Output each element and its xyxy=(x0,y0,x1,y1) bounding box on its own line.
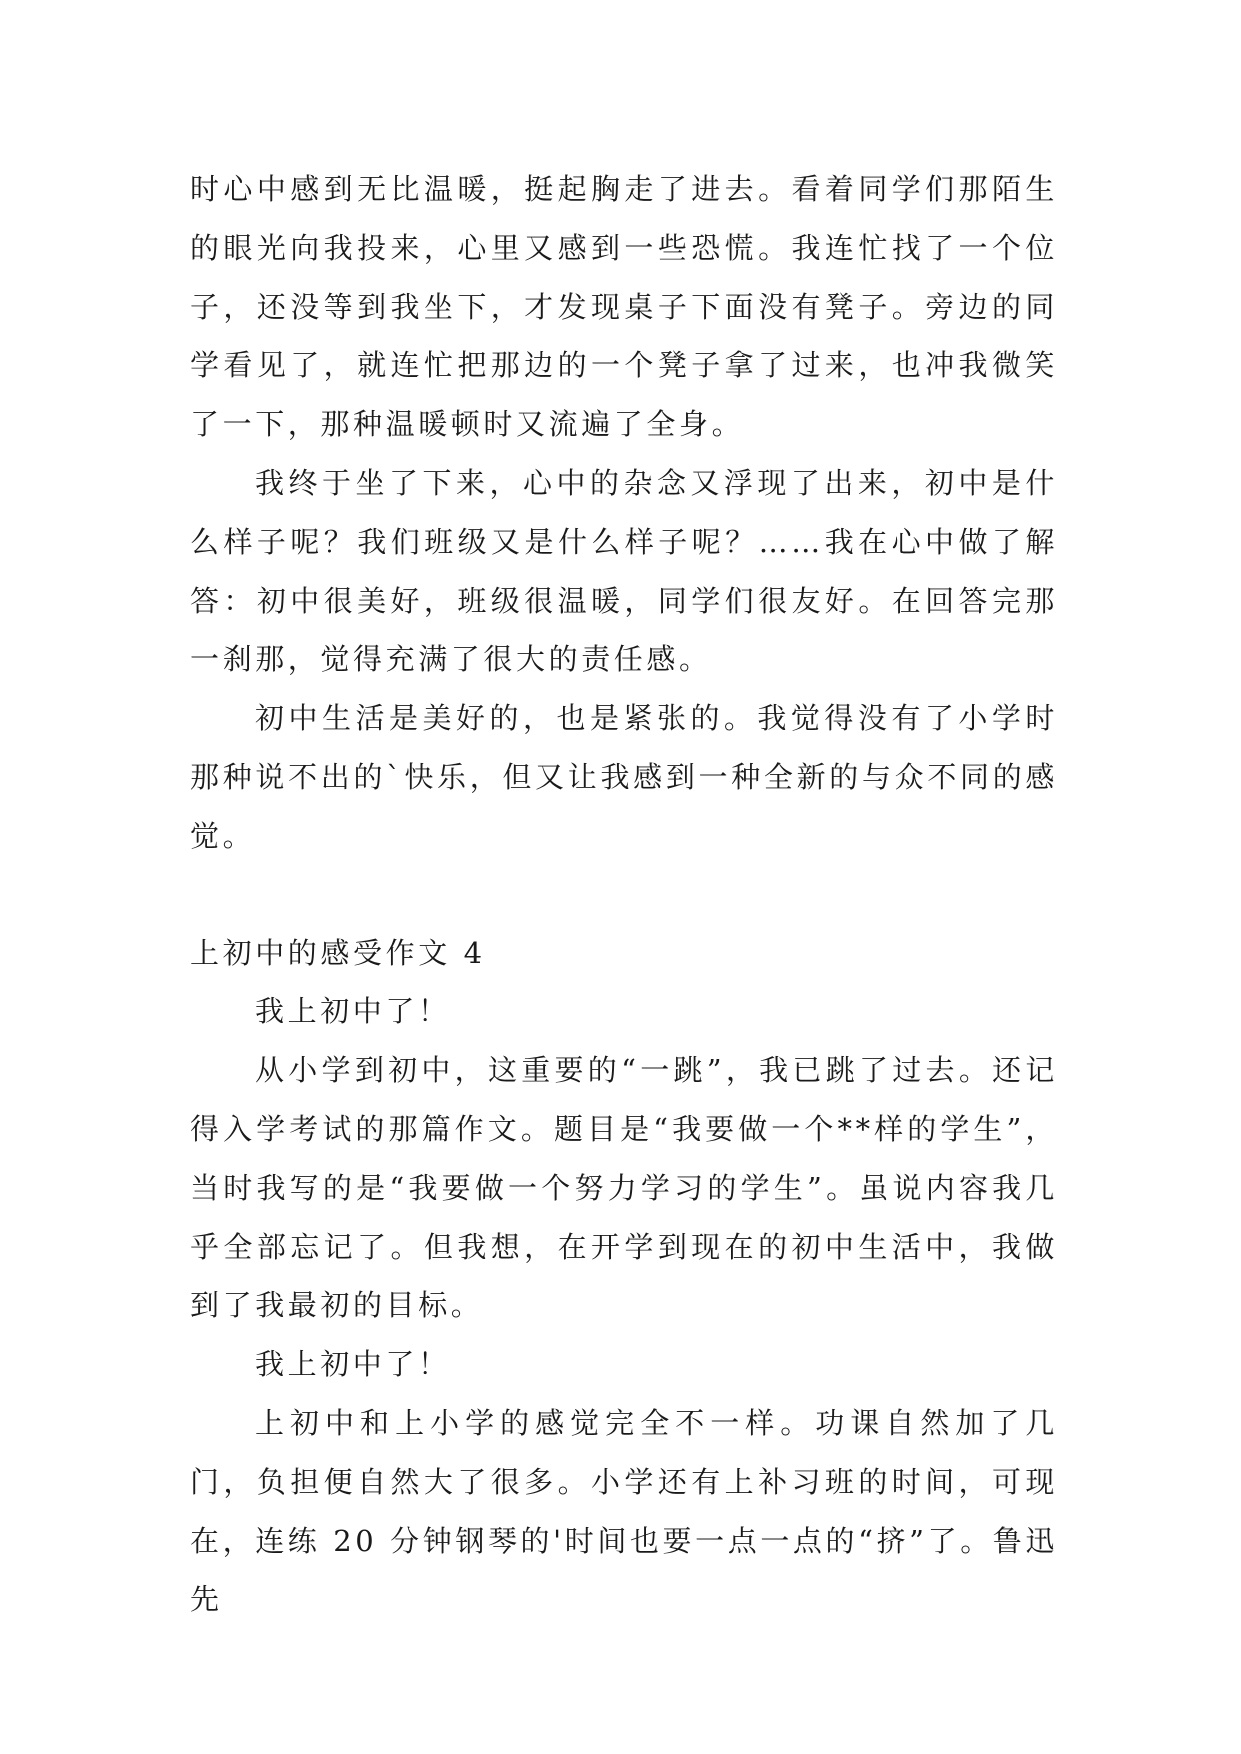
paragraph-section4-3: 我上初中了！ xyxy=(255,1347,451,1382)
paragraph-continued-1: 时心中感到无比温暖，挺起胸走了进去。看着同学们那陌生的眼光向我投来，心里又感到一些恐慌。我连忙找了一个位子，还没等到我坐下，才发现桌子下面没有凳子。旁边的同学看见了，就连忙把那边的一个凳子拿了过来，也冲我微笑了一下，那种温暖顿时又流遍了全身。 xyxy=(190,172,1058,442)
section-gap xyxy=(190,866,1058,924)
section-title: 上初中的感受作文 4 xyxy=(190,935,486,970)
paragraph-section4-1: 我上初中了！ xyxy=(255,994,451,1029)
paragraph-continued-2: 我终于坐了下来，心中的杂念又浮现了出来，初中是什么样子呢？我们班级又是什么样子呢？……我在心中做了解答：初中很美好，班级很温暖，同学们很友好。在回答完那一刹那，觉得充满了很大的责任感。 xyxy=(190,465,1058,677)
paragraph-continued-3: 初中生活是美好的，也是紧张的。我觉得没有了小学时那种说不出的`快乐，但又让我感到一种全新的与众不同的感觉。 xyxy=(190,701,1058,853)
paragraph-section4-2: 从小学到初中，这重要的“一跳”，我已跳了过去。还记得入学考试的那篇作文。题目是“我要做一个**样的学生”，当时我写的是“我要做一个努力学习的学生”。虽说内容我几乎全部忘记了。但我想，在开学到现在的初中生活中，我做到了我最初的目标。 xyxy=(190,1053,1058,1323)
paragraph-section4-4: 上初中和上小学的感觉完全不一样。功课自然加了几门，负担便自然大了很多。小学还有上补习班的时间，可现在，连练 20 分钟钢琴的'时间也要一点一点的“挤”了。鲁迅先 xyxy=(190,1405,1058,1617)
document-body xyxy=(190,160,1058,1629)
